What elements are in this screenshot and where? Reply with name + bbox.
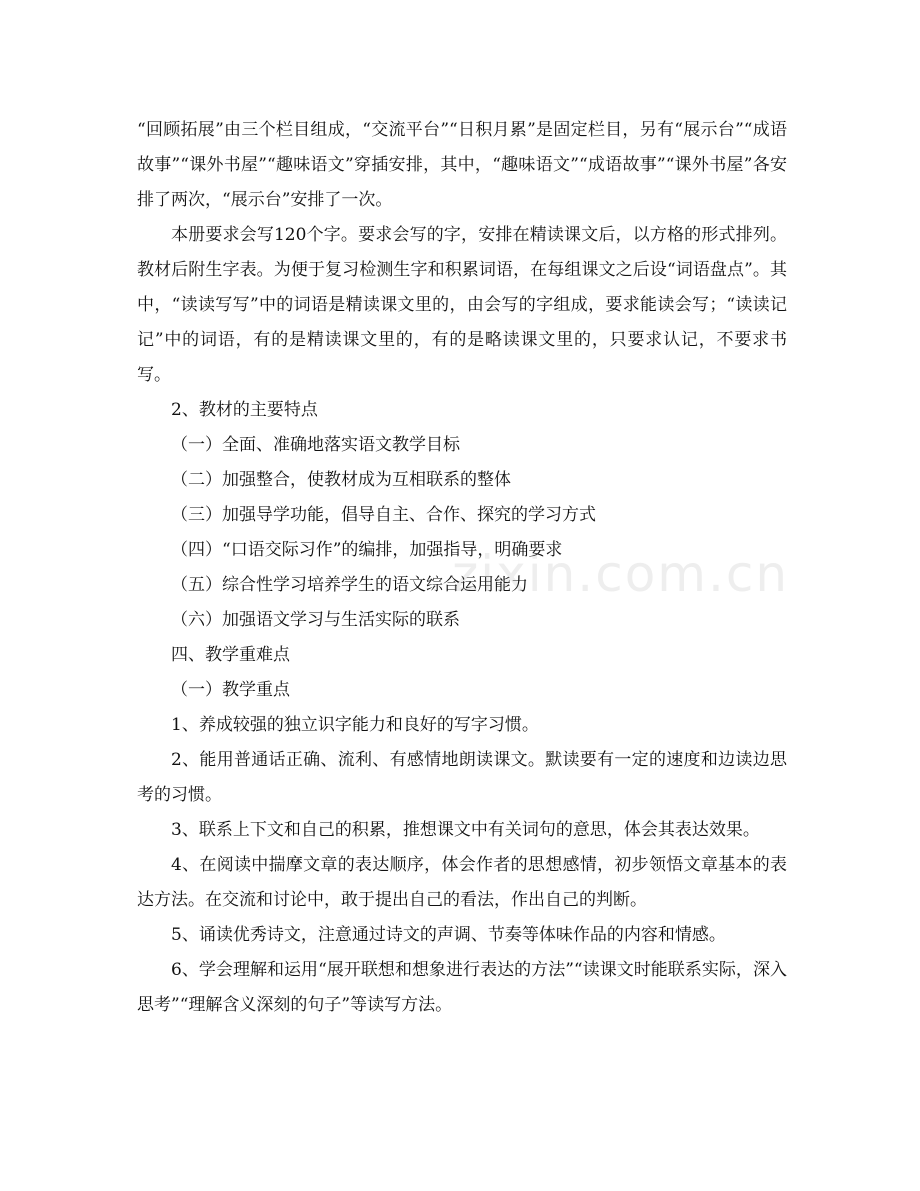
subsection-heading-focus: （一）教学重点 xyxy=(171,680,290,700)
section-heading-key-points: 四、教学重难点 xyxy=(171,645,290,665)
feature-item-1: （一）全面、准确地落实语文教学目标 xyxy=(171,435,460,455)
feature-item-2: （二）加强整合，使教材成为互相联系的整体 xyxy=(171,470,511,490)
document-body xyxy=(137,113,790,1023)
focus-item-1: 1、养成较强的独立识字能力和良好的写字习惯。 xyxy=(171,715,539,735)
feature-item-3: （三）加强导学功能，倡导自主、合作、探究的学习方式 xyxy=(171,505,596,525)
paragraph-review-columns: “回顾拓展”由三个栏目组成，“交流平台”“日积月累”是固定栏目，另有“展示台”“成语故事”“课外书屋”“趣味语文”穿插安排，其中，“趣味语文”“成语故事”“课外书屋”各安排了两次，“展示台”安排了一次。 xyxy=(137,120,787,210)
focus-item-4: 4、在阅读中揣摩文章的表达顺序，体会作者的思想感情，初步领悟文章基本的表达方法。在交流和讨论中，敢于提出自己的看法，作出自己的判断。 xyxy=(137,855,787,910)
feature-item-4: （四）“口语交际习作”的编排，加强指导，明确要求 xyxy=(171,540,563,560)
paragraph-writing-requirements: 本册要求会写120个字。要求会写的字，安排在精读课文后，以方格的形式排列。教材后附生字表。为便于复习检测生字和积累词语，在每组课文之后设“词语盘点”。其中，“读读写写”中的词语是精读课文里的，由会写的字组成，要求能读会写；“读读记记”中的词语，有的是精读课文里的，有的是略读课文里的，只要求认记，不要求书写。 xyxy=(137,225,787,385)
feature-item-5: （五）综合性学习培养学生的语文综合运用能力 xyxy=(171,575,528,595)
focus-item-5: 5、诵读优秀诗文，注意通过诗文的声调、节奏等体味作品的内容和情感。 xyxy=(171,925,726,945)
focus-item-2: 2、能用普通话正确、流利、有感情地朗读课文。默读要有一定的速度和边读边思考的习惯。 xyxy=(137,750,787,805)
feature-item-6: （六）加强语文学习与生活实际的联系 xyxy=(171,610,460,630)
focus-item-3: 3、联系上下文和自己的积累，推想课文中有关词句的意思，体会其表达效果。 xyxy=(171,820,760,840)
focus-item-6: 6、学会理解和运用“展开联想和想象进行表达的方法”“读课文时能联系实际，深入思考”“理解含义深刻的句子”等读写方法。 xyxy=(137,960,787,1015)
watermark: zixin.com.cn xyxy=(452,545,790,603)
section-heading-features: 2、教材的主要特点 xyxy=(171,400,318,420)
